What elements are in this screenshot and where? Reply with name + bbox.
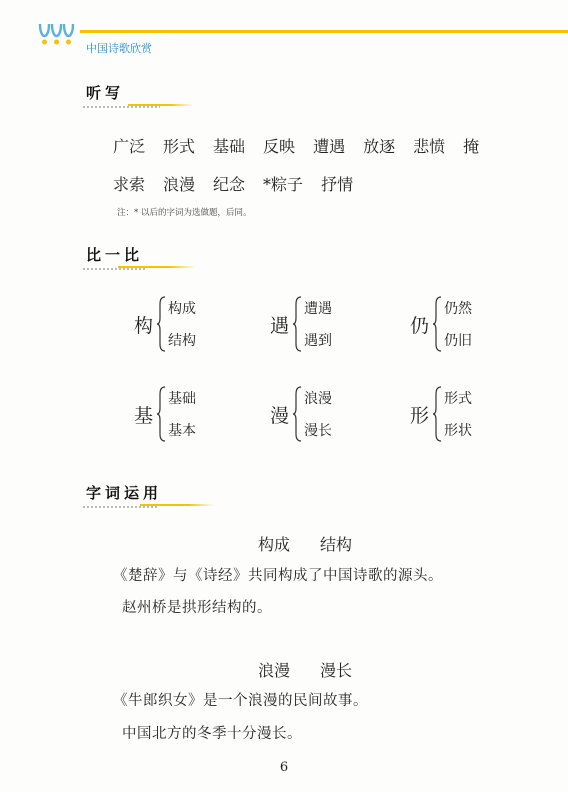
brace-icon	[432, 296, 442, 352]
compare-group	[410, 296, 472, 352]
page-number: 6	[279, 760, 289, 775]
heading-dotted-rule	[82, 506, 158, 508]
heading-yellow-rule	[118, 266, 196, 268]
compare-heading: 比一比	[86, 246, 144, 264]
word: 放逐	[363, 137, 396, 156]
brace-icon	[432, 386, 442, 442]
heading-dotted-rule	[82, 106, 160, 108]
dictation-row-2	[113, 172, 353, 195]
brace-icon	[156, 296, 166, 352]
compare-option: 构成	[168, 301, 196, 317]
word: *粽子	[263, 175, 304, 194]
compare-char: 构	[134, 314, 154, 337]
series-logo	[36, 18, 82, 52]
header-rule	[80, 30, 568, 33]
compare-option: 基础	[168, 391, 196, 407]
heading-yellow-rule	[128, 104, 193, 106]
word: 基础	[213, 137, 246, 156]
dictation-heading: 听写	[86, 84, 125, 102]
word: 遭遇	[313, 137, 346, 156]
example-sentence: 《楚辞》与《诗经》共同构成了中国诗歌的源头。	[113, 568, 443, 584]
example-sentence: 赵州桥是拱形结构的。	[122, 600, 272, 616]
compare-option: 遭遇	[304, 301, 332, 317]
usage-heading: 字词运用	[86, 484, 163, 502]
word: 广泛	[113, 137, 146, 156]
book-title: 中国诗歌欣赏	[86, 42, 152, 55]
brace-icon	[292, 386, 302, 442]
compare-option: 遇到	[304, 333, 332, 349]
usage-word-pair	[258, 658, 352, 681]
usage-word: 结构	[320, 535, 353, 554]
compare-char: 基	[134, 404, 154, 427]
compare-option: 仍旧	[444, 333, 472, 349]
word: 求索	[113, 175, 146, 194]
example-sentence: 《牛郎织女》是一个浪漫的民间故事。	[113, 693, 368, 709]
compare-char: 仍	[410, 314, 430, 337]
usage-word: 浪漫	[258, 661, 291, 680]
usage-word-pair	[258, 532, 352, 555]
compare-group	[270, 386, 332, 442]
compare-char: 漫	[270, 404, 290, 427]
compare-group	[134, 386, 196, 442]
compare-char: 形	[410, 404, 430, 427]
dictation-row-1	[113, 134, 479, 157]
compare-option: 形状	[444, 423, 472, 439]
usage-word: 漫长	[320, 661, 353, 680]
example-sentence: 中国北方的冬季十分漫长。	[122, 726, 302, 742]
compare-group	[134, 296, 196, 352]
heading-dotted-rule	[82, 268, 146, 270]
compare-option: 形式	[444, 391, 472, 407]
word: 悲愤	[413, 137, 446, 156]
word: 形式	[163, 137, 196, 156]
compare-group	[270, 296, 332, 352]
heading-yellow-rule	[140, 504, 214, 506]
compare-option: 漫长	[304, 423, 332, 439]
word: 掩	[463, 137, 480, 156]
compare-option: 仍然	[444, 301, 472, 317]
word: 浪漫	[163, 175, 196, 194]
brace-icon	[292, 296, 302, 352]
word: 抒情	[321, 175, 354, 194]
usage-word: 构成	[258, 535, 291, 554]
word: 纪念	[213, 175, 246, 194]
dictation-note: 注：* 以后的字词为选做题，后同。	[117, 208, 252, 218]
compare-option: 结构	[168, 333, 196, 349]
word: 反映	[263, 137, 296, 156]
compare-option: 浪漫	[304, 391, 332, 407]
compare-char: 遇	[270, 314, 290, 337]
brace-icon	[156, 386, 166, 442]
compare-option: 基本	[168, 423, 196, 439]
compare-group	[410, 386, 472, 442]
